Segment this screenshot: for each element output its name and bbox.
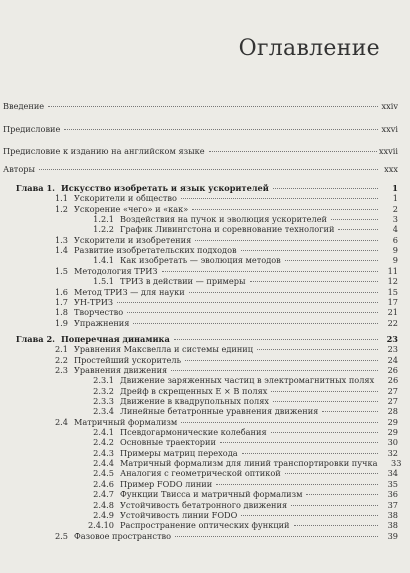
toc-entry-page: 32 [387,447,398,458]
toc-entry-number: 1.7 [54,296,68,307]
dot-leader [241,242,378,251]
toc-entry-label: Предисловие к изданию на английском языке [3,146,205,156]
toc-entry-label: Уравнения движения [74,364,168,375]
toc-entry-page: 11 [387,265,398,276]
dot-leader [181,414,378,423]
front-matter-item[interactable] [3,163,398,174]
toc-entry-page: 33 [391,458,402,469]
toc-entry-number: 2.4.5 [93,468,114,479]
toc-entry-number: 1.4.1 [93,255,114,266]
toc-entry-page: 26 [387,364,398,375]
toc-entry-number: 2.3.1 [93,375,114,386]
toc-entry-label: Как изобретать — эволюция методов [120,255,281,266]
dot-leader [209,143,377,152]
dot-leader [285,252,378,261]
toc-entry-page: 29 [387,416,398,427]
toc-entry-number: Глава 2. [15,333,55,344]
toc-entry-page: 38 [387,509,398,520]
toc-entry-number: 2.4.8 [93,499,114,510]
toc-entry-page: 21 [387,307,398,318]
dot-leader [322,403,378,412]
toc-entry-page: xxvi [381,124,398,134]
toc-entry-label: Ускорение «чего» и «как» [74,203,189,214]
toc-entry-page: 4 [392,224,398,235]
toc-entry-label: Основные траектории [120,437,216,448]
section-entry[interactable] [40,364,398,375]
dot-leader [220,434,378,443]
dot-leader [181,190,378,199]
toc-entry-label: Методология ТРИЗ [74,265,158,276]
dot-leader [294,517,379,526]
toc-entry-page: 30 [387,437,398,448]
toc-entry-label: Псевдогармонические колебания [120,427,267,438]
section-entry[interactable] [40,317,398,328]
page-title: Оглавление [238,36,380,61]
dot-leader [271,424,378,433]
toc-entry-page: 2 [392,203,398,214]
dot-leader [48,98,378,107]
toc-entry-label: Введение [3,101,45,111]
toc-entry-number: 2.4.6 [93,478,114,489]
toc-entry-label: Дрейф в скрещенных E × B полях [120,385,268,396]
dot-leader [127,304,378,313]
dot-leader [185,352,378,361]
toc-entry-page: xxvii [378,146,398,156]
toc-entry-number: 2.4.7 [93,489,114,500]
toc-entry-page: 29 [387,427,398,438]
dot-leader [338,221,378,230]
toc-entry-label: Устойчивость линии FODO [120,509,238,520]
toc-entry-page: 38 [387,520,398,531]
toc-entry-number: 1.5.1 [93,276,114,287]
toc-entry-label: Уравнения Максвелла и системы единиц [74,344,254,355]
toc-entry-number: 2.3.4 [93,406,114,417]
toc-entry-label: Ускорители и общество [74,193,177,204]
dot-leader [39,161,378,170]
toc-entry-label: Фазовое пространство [74,530,172,541]
dot-leader [174,331,378,340]
dot-leader [195,232,378,241]
toc-entry-page: 22 [387,317,398,328]
toc-entry-page: 1 [392,183,398,193]
toc-entry-page: 17 [387,296,398,307]
toc-entry-label: Воздействия на пучок и эволюция ускорителей [120,214,328,225]
dot-leader [242,445,378,454]
dot-leader [133,315,378,324]
toc-entry-page: 3 [392,214,398,225]
front-matter-item[interactable] [3,100,398,111]
toc-entry-label: Устойчивость бетатронного движения [120,499,288,510]
toc-entry-page: xxiv [381,101,398,111]
toc-entry-number: 2.5 [54,530,68,541]
toc-entry-label: Творчество [74,307,124,318]
dot-leader [285,465,378,474]
dot-leader [241,507,378,516]
toc-entry-number: 1.5 [54,265,68,276]
toc-entry-number: 1.2 [54,203,68,214]
toc-entry-page: 23 [387,344,398,355]
dot-leader [192,201,378,210]
dot-leader [189,284,378,293]
toc-entry-page: 28 [387,406,398,417]
section-entry[interactable] [40,530,398,541]
toc-entry-page: 9 [392,255,398,266]
toc-entry-number: 2.4.2 [93,437,114,448]
dot-leader [175,528,378,537]
toc-entry-page: 34 [387,468,398,479]
toc-entry-number: 1.2.2 [93,224,114,235]
toc-entry-label: Движение заряженных частиц в электромагнитных полях [120,375,375,386]
toc-entry-page: 23 [386,333,398,344]
toc-entry-page: 24 [387,354,398,365]
dot-leader [216,476,378,485]
toc-entry-label: Авторы [3,164,36,174]
toc-entry-number: 2.1 [54,344,68,355]
toc-entry-label: Развитие изобретательских подходов [74,245,237,256]
dot-leader [273,393,378,402]
dot-leader [64,121,378,130]
toc-entry-label: ТРИЗ в действии — примеры [120,276,246,287]
toc-entry-page: 35 [387,478,398,489]
dot-leader [250,273,378,282]
toc-entry-number: 2.2 [54,354,68,365]
toc-entry-label: Матричный формализм для линий транспортировки пучка [120,458,378,469]
toc-entry-page: 37 [387,499,398,510]
toc-entry-label: Линейные бетатронные уравнения движения [120,406,319,417]
toc-entry-label: Пример FODO линии [120,478,213,489]
dot-leader [257,341,378,350]
toc-entry-page: 27 [387,385,398,396]
toc-entry-number: 2.4.4 [93,458,114,469]
toc-entry-page: 1 [392,193,398,204]
toc-entry-number: 2.4 [54,416,68,427]
toc-entry-number: 1.8 [54,307,68,318]
toc-entry-number: 2.3.2 [93,385,114,396]
toc-entry-label: Простейший ускоритель [74,354,182,365]
toc-entry-label: Метод ТРИЗ — для науки [74,286,185,297]
toc-entry-page: 39 [387,530,398,541]
toc-entry-number: 1.2.1 [93,214,114,225]
dot-leader [117,294,378,303]
toc-entry-label: Упражнения [74,317,130,328]
toc-entry-page: 36 [387,489,398,500]
toc-entry-page: 9 [392,245,398,256]
dot-leader [273,180,378,189]
toc-entry-number: 1.1 [54,193,68,204]
toc-entry-number: 1.6 [54,286,68,297]
toc-entry-number: 2.3.3 [93,396,114,406]
toc-entry-label: Поперечная динамика [61,333,170,344]
toc-entry-number: 1.3 [54,234,68,245]
front-matter-item[interactable] [3,123,398,134]
toc-entry-page: xxx [384,164,398,174]
toc-entry-label: Аналогия с геометрической оптикой [120,468,281,479]
toc-entry-number: 2.4.3 [93,447,114,458]
toc-entry-label: Распространение оптических функций [120,520,290,531]
toc-entry-number: 1.9 [54,317,68,328]
toc-entry-page: 27 [387,396,398,406]
toc-entry-number: 2.4.10 [87,520,114,531]
dot-leader [171,362,378,371]
dot-leader [162,263,378,272]
toc-entry-label: Ускорители и изобретения [74,234,192,245]
dot-leader [271,383,378,392]
toc-entry-page: 26 [387,375,399,386]
dot-leader [306,486,378,495]
toc-entry-label: Предисловие [3,124,61,134]
toc-entry-number: 2.4.1 [93,427,114,438]
toc-entry-label: График Ливингстона и соревнование технологий [120,224,335,235]
toc-entry-number: Глава 1. [15,183,55,193]
toc-entry-page: 12 [387,276,398,287]
toc-entry-number: 2.3 [54,364,68,375]
subsection-entry[interactable] [76,447,398,458]
toc-entry-label: Движение в квадрупольных полях [120,396,269,406]
toc-entry-page: 15 [387,286,398,297]
front-matter-item[interactable] [3,145,398,156]
toc-entry-label: Матричный формализм [74,416,178,427]
toc-entry-label: Примеры матриц перехода [120,447,238,458]
dot-leader [331,211,378,220]
toc-entry-label: Искусство изобретать и язык ускорителей [61,183,269,193]
toc-entry-label: УН-ТРИЗ [74,296,114,307]
toc-entry-number: 2.4.9 [93,509,114,520]
toc-entry-number: 1.4 [54,245,68,256]
toc-entry-page: 6 [392,234,398,245]
dot-leader [291,497,378,506]
toc-entry-label: Функции Твисса и матричный формализм [120,489,303,500]
